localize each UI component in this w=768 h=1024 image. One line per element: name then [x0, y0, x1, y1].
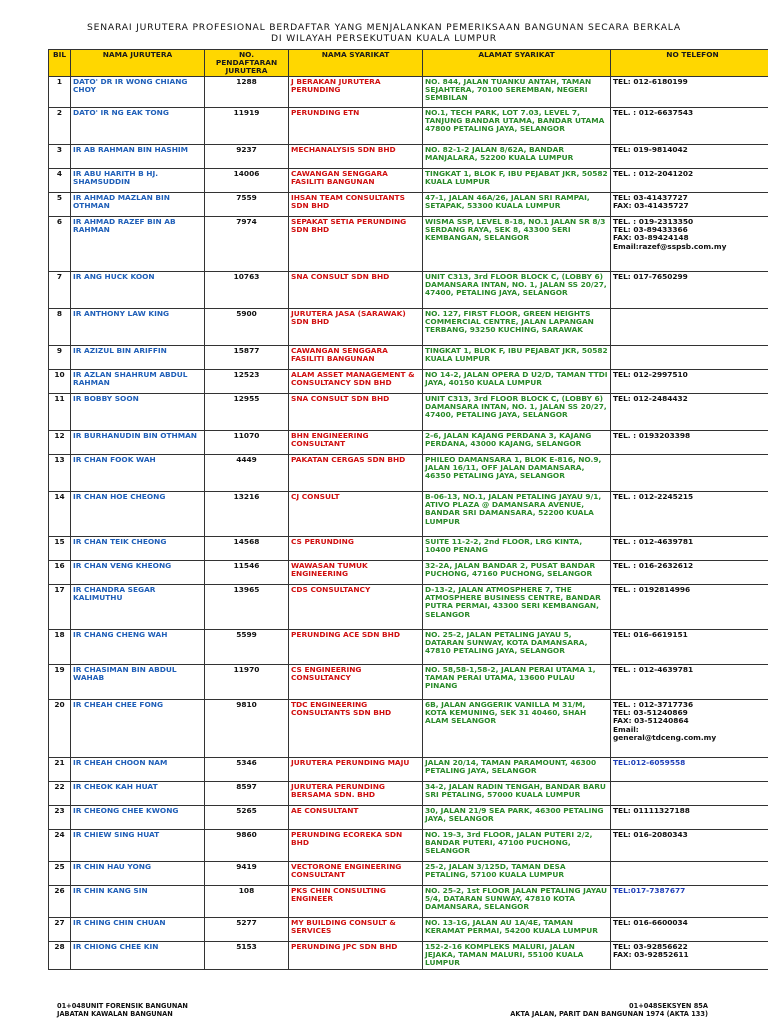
- row-phone: TEL. : 0192814996: [611, 585, 768, 630]
- table-row: [49, 862, 768, 886]
- row-bil: 3: [49, 145, 71, 169]
- row-company-address: JALAN 20/14, TAMAN PARAMOUNT, 46300 PETALING JAYA, SELANGOR: [423, 758, 611, 782]
- row-registration-no: 13965: [205, 585, 289, 630]
- table-row: [49, 630, 768, 665]
- row-engineer-name: IR CHIN HAU YONG: [71, 862, 205, 886]
- row-company-name: CDS CONSULTANCY: [289, 585, 423, 630]
- row-registration-no: 10763: [205, 272, 289, 309]
- table-row: [49, 431, 768, 455]
- header-name: NAMA JURUTERA: [71, 50, 205, 77]
- table-row: [49, 918, 768, 942]
- row-registration-no: 11970: [205, 665, 289, 700]
- row-phone: TEL. : 016-2632612: [611, 561, 768, 585]
- footer-right: [510, 1002, 708, 1018]
- row-company-name: SNA CONSULT SDN BHD: [289, 272, 423, 309]
- row-company-address: 152-2-16 KOMPLEKS MALURI, JALAN JEJAKA, TAMAN MALURI, 55100 KUALA LUMPUR: [423, 942, 611, 969]
- row-phone: TEL:012-6059558: [611, 758, 768, 782]
- row-phone: TEL: 012-6180199: [611, 77, 768, 108]
- row-bil: 11: [49, 394, 71, 431]
- row-phone: TEL: 03-41437727 FAX: 03-41435727: [611, 193, 768, 217]
- row-company-address: 47-1, JALAN 46A/26, JALAN SRI RAMPAI, SETAPAK, 53300 KUALA LUMPUR: [423, 193, 611, 217]
- row-bil: 21: [49, 758, 71, 782]
- row-phone: TEL: 016-6600034: [611, 918, 768, 942]
- row-registration-no: 7974: [205, 217, 289, 272]
- row-bil: 23: [49, 806, 71, 830]
- row-company-address: NO.1, TECH PARK, LOT 7.03, LEVEL 7, TANJUNG BANDAR UTAMA, BANDAR UTAMA 47800 PETALING JAYA, SELANGOR: [423, 108, 611, 145]
- row-engineer-name: IR CHIEW SING HUAT: [71, 830, 205, 862]
- footer-right-line-2: AKTA JALAN, PARIT DAN BANGUNAN 1974 (AKTA 133): [510, 1010, 708, 1018]
- row-company-name: BHN ENGINEERING CONSULTANT: [289, 431, 423, 455]
- row-registration-no: 11070: [205, 431, 289, 455]
- header-address: ALAMAT SYARIKAT: [423, 50, 611, 77]
- row-phone: TEL:017-7387677: [611, 886, 768, 918]
- row-company-name: J BERAKAN JURUTERA PERUNDING: [289, 77, 423, 108]
- row-engineer-name: IR CHANG CHENG WAH: [71, 630, 205, 665]
- row-engineer-name: IR AHMAD RAZEF BIN AB RAHMAN: [71, 217, 205, 272]
- row-bil: 22: [49, 782, 71, 806]
- row-bil: 2: [49, 108, 71, 145]
- row-company-address: NO. 25-2, JALAN PETALING JAYAU 5, DATARAN SUNWAY, KOTA DAMANSARA, 47810 PETALING JAYA, SELANGOR: [423, 630, 611, 665]
- row-company-name: MY BUILDING CONSULT & SERVICES: [289, 918, 423, 942]
- row-company-address: 30, JALAN 21/9 SEA PARK, 46300 PETALING JAYA, SELANGOR: [423, 806, 611, 830]
- row-company-name: CAWANGAN SENGGARA FASILITI BANGUNAN: [289, 169, 423, 193]
- table-row: [49, 758, 768, 782]
- row-phone: [611, 309, 768, 346]
- table-row: [49, 193, 768, 217]
- table-row: [49, 370, 768, 394]
- row-engineer-name: IR CHANDRA SEGAR KALIMUTHU: [71, 585, 205, 630]
- footer-left-line-1: 01+048UNIT FORENSIK BANGUNAN: [57, 1002, 188, 1010]
- row-company-name: CJ CONSULT: [289, 492, 423, 537]
- row-engineer-name: IR CHAN FOOK WAH: [71, 455, 205, 492]
- row-company-name: JURUTERA PERUNDING BERSAMA SDN. BHD: [289, 782, 423, 806]
- row-company-address: TINGKAT 1, BLOK F, IBU PEJABAT JKR, 50582 KUALA LUMPUR: [423, 169, 611, 193]
- row-company-address: NO. 58,58-1,58-2, JALAN PERAI UTAMA 1, TAMAN PERAI UTAMA, 13600 PULAU PINANG: [423, 665, 611, 700]
- row-company-address: NO. 25-2, 1st FLOOR JALAN PETALING JAYAU 5/4, DATARAN SUNWAY, 47810 KOTA DAMANSARA, SELANGOR: [423, 886, 611, 918]
- row-engineer-name: IR AHMAD MAZLAN BIN OTHMAN: [71, 193, 205, 217]
- header-reg: NO. PENDAFTARAN JURUTERA: [205, 50, 289, 77]
- table-header-row: [49, 50, 768, 77]
- row-phone: TEL: 019-9814042: [611, 145, 768, 169]
- row-engineer-name: IR AZLAN SHAHRUM ABDUL RAHMAN: [71, 370, 205, 394]
- row-registration-no: 13216: [205, 492, 289, 537]
- row-engineer-name: IR CHIN KANG SIN: [71, 886, 205, 918]
- row-company-address: 34-2, JALAN RADIN TENGAH, BANDAR BARU SRI PETALING, 57000 KUALA LUMPUR: [423, 782, 611, 806]
- row-registration-no: 5265: [205, 806, 289, 830]
- table-row: [49, 169, 768, 193]
- row-registration-no: 12523: [205, 370, 289, 394]
- row-registration-no: 11919: [205, 108, 289, 145]
- row-company-name: IHSAN TEAM CONSULTANTS SDN BHD: [289, 193, 423, 217]
- row-registration-no: 11546: [205, 561, 289, 585]
- row-engineer-name: IR CHAN TEIK CHEONG: [71, 537, 205, 561]
- row-company-address: NO. 844, JALAN TUANKU ANTAH, TAMAN SEJAHTERA, 70100 SEREMBAN, NEGERI SEMBILAN: [423, 77, 611, 108]
- row-bil: 24: [49, 830, 71, 862]
- table-row: [49, 942, 768, 969]
- row-registration-no: 12955: [205, 394, 289, 431]
- row-engineer-name: IR CHEAH CHOON NAM: [71, 758, 205, 782]
- row-engineer-name: IR ANG HUCK KOON: [71, 272, 205, 309]
- row-registration-no: 5277: [205, 918, 289, 942]
- row-company-name: MECHANALYSIS SDN BHD: [289, 145, 423, 169]
- table-row: [49, 77, 768, 108]
- row-company-name: SEPAKAT SETIA PERUNDING SDN BHD: [289, 217, 423, 272]
- row-engineer-name: IR CHEONG CHEE KWONG: [71, 806, 205, 830]
- row-phone: TEL. : 0193203398: [611, 431, 768, 455]
- row-registration-no: 5153: [205, 942, 289, 969]
- table-row: [49, 309, 768, 346]
- row-company-name: PERUNDING ACE SDN BHD: [289, 630, 423, 665]
- table-row: [49, 830, 768, 862]
- row-bil: 9: [49, 346, 71, 370]
- row-phone: TEL. : 012-2245215: [611, 492, 768, 537]
- row-phone: TEL: 012-2484432: [611, 394, 768, 431]
- row-registration-no: 8597: [205, 782, 289, 806]
- row-registration-no: 7559: [205, 193, 289, 217]
- table-row: [49, 585, 768, 630]
- row-company-name: PAKATAN CERGAS SDN BHD: [289, 455, 423, 492]
- table-row: [49, 665, 768, 700]
- engineer-table: [48, 49, 768, 970]
- row-phone: [611, 455, 768, 492]
- table-row: [49, 346, 768, 370]
- row-phone: TEL. : 012-3717736 TEL: 03-51240869 FAX: 03-51240864 Email: general@tdceng.com.my: [611, 700, 768, 758]
- row-company-address: D-13-2, JALAN ATMOSPHERE 7, THE ATMOSPHERE BUSINESS CENTRE, BANDAR PUTRA PERMAI, 43300 SERI KEMBANGAN, SELANGOR: [423, 585, 611, 630]
- row-company-address: TINGKAT 1, BLOK F, IBU PEJABAT JKR, 50582 KUALA LUMPUR: [423, 346, 611, 370]
- row-company-name: VECTORONE ENGINEERING CONSULTANT: [289, 862, 423, 886]
- row-bil: 25: [49, 862, 71, 886]
- row-engineer-name: IR CHAN HOE CHEONG: [71, 492, 205, 537]
- table-row: [49, 782, 768, 806]
- row-engineer-name: IR ANTHONY LAW KING: [71, 309, 205, 346]
- row-company-name: TDC ENGINEERING CONSULTANTS SDN BHD: [289, 700, 423, 758]
- row-phone: TEL. : 012-4639781: [611, 665, 768, 700]
- table-body: [49, 77, 768, 969]
- row-phone: TEL. : 012-2041202: [611, 169, 768, 193]
- row-engineer-name: IR CHEOK KAH HUAT: [71, 782, 205, 806]
- row-phone: TEL. : 012-6637543: [611, 108, 768, 145]
- row-company-address: 32-2A, JALAN BANDAR 2, PUSAT BANDAR PUCHONG, 47160 PUCHONG, SELANGOR: [423, 561, 611, 585]
- row-phone: TEL. : 012-4639781: [611, 537, 768, 561]
- row-company-name: CS PERUNDING: [289, 537, 423, 561]
- row-bil: 18: [49, 630, 71, 665]
- row-bil: 8: [49, 309, 71, 346]
- title-line-2: DI WILAYAH PERSEKUTUAN KUALA LUMPUR: [271, 33, 497, 44]
- row-phone: [611, 346, 768, 370]
- row-engineer-name: IR CHAN VENG KHEONG: [71, 561, 205, 585]
- table-row: [49, 455, 768, 492]
- row-company-name: PERUNDING ECOREKA SDN BHD: [289, 830, 423, 862]
- row-registration-no: 14568: [205, 537, 289, 561]
- row-bil: 26: [49, 886, 71, 918]
- row-engineer-name: IR CHING CHIN CHUAN: [71, 918, 205, 942]
- row-bil: 4: [49, 169, 71, 193]
- row-engineer-name: IR AZIZUL BIN ARIFFIN: [71, 346, 205, 370]
- table-row: [49, 561, 768, 585]
- row-engineer-name: DATO' IR NG EAK TONG: [71, 108, 205, 145]
- row-registration-no: 14006: [205, 169, 289, 193]
- header-phone: NO TELEFON: [611, 50, 768, 77]
- row-company-address: WISMA SSP, LEVEL 8-18, NO.1 JALAN SR 8/3 SERDANG RAYA, SEK 8, 43300 SERI KEMBANGAN, SELANGOR: [423, 217, 611, 272]
- row-bil: 10: [49, 370, 71, 394]
- row-engineer-name: IR CHEAH CHEE FONG: [71, 700, 205, 758]
- row-company-name: PKS CHIN CONSULTING ENGINEER: [289, 886, 423, 918]
- row-company-address: 2-6, JALAN KAJANG PERDANA 3, KAJANG PERDANA, 43000 KAJANG, SELANGOR: [423, 431, 611, 455]
- row-bil: 20: [49, 700, 71, 758]
- title-line-1: SENARAI JURUTERA PROFESIONAL BERDAFTAR YANG MENJALANKAN PEMERIKSAAN BANGUNAN SECARA BERKALA: [86, 22, 682, 33]
- row-phone: TEL: 03-92856622 FAX: 03-92852611: [611, 942, 768, 969]
- row-bil: 27: [49, 918, 71, 942]
- row-company-name: AE CONSULTANT: [289, 806, 423, 830]
- row-phone: TEL: 016-2080343: [611, 830, 768, 862]
- row-registration-no: 5599: [205, 630, 289, 665]
- row-company-name: JURUTERA PERUNDING MAJU: [289, 758, 423, 782]
- row-company-address: NO. 13-1G, JALAN AU 1A/4E, TAMAN KERAMAT PERMAI, 54200 KUALA LUMPUR: [423, 918, 611, 942]
- row-company-address: PHILEO DAMANSARA 1, BLOK E-816, NO.9, JALAN 16/11, OFF JALAN DAMANSARA, 46350 PETALING JAYA, SELANGOR: [423, 455, 611, 492]
- footer-left: [57, 1002, 188, 1018]
- row-registration-no: 9419: [205, 862, 289, 886]
- table-row: [49, 806, 768, 830]
- row-bil: 16: [49, 561, 71, 585]
- row-bil: 6: [49, 217, 71, 272]
- row-phone: TEL: 017-7650299: [611, 272, 768, 309]
- row-engineer-name: IR AB RAHMAN BIN HASHIM: [71, 145, 205, 169]
- row-engineer-name: IR BURHANUDIN BIN OTHMAN: [71, 431, 205, 455]
- row-company-address: NO 14-2, JALAN OPERA D U2/D, TAMAN TTDI JAYA, 40150 KUALA LUMPUR: [423, 370, 611, 394]
- row-company-address: 6B, JALAN ANGGERIK VANILLA M 31/M, KOTA KEMUNING, SEK 31 40460, SHAH ALAM SELANGOR: [423, 700, 611, 758]
- row-company-name: JURUTERA JASA (SARAWAK) SDN BHD: [289, 309, 423, 346]
- row-registration-no: 9810: [205, 700, 289, 758]
- table-row: [49, 394, 768, 431]
- row-engineer-name: IR ABU HARITH B HJ. SHAMSUDDIN: [71, 169, 205, 193]
- row-bil: 7: [49, 272, 71, 309]
- row-bil: 19: [49, 665, 71, 700]
- header-company: NAMA SYARIKAT: [289, 50, 423, 77]
- row-company-address: UNIT C313, 3rd FLOOR BLOCK C, (LOBBY 6) DAMANSARA INTAN, NO. 1, JALAN SS 20/27, 47400, PETALING JAYA, SELANGOR: [423, 394, 611, 431]
- row-company-address: B-06-13, NO.1, JALAN PETALING JAYAU 9/1, ATIVO PLAZA @ DAMANSARA AVENUE, BANDAR SRI DAMANSARA, 52200 KUALA LUMPUR: [423, 492, 611, 537]
- row-registration-no: 5900: [205, 309, 289, 346]
- row-company-address: SUITE 11-2-2, 2nd FLOOR, LRG KINTA, 10400 PENANG: [423, 537, 611, 561]
- row-company-address: NO. 19-3, 3rd FLOOR, JALAN PUTERI 2/2, BANDAR PUTERI, 47100 PUCHONG, SELANGOR: [423, 830, 611, 862]
- row-engineer-name: IR BOBBY SOON: [71, 394, 205, 431]
- row-bil: 14: [49, 492, 71, 537]
- row-company-address: NO. 82-1-2 JALAN 8/62A, BANDAR MANJALARA, 52200 KUALA LUMPUR: [423, 145, 611, 169]
- row-registration-no: 9237: [205, 145, 289, 169]
- row-phone: TEL: 01111327188: [611, 806, 768, 830]
- row-engineer-name: DATO' DR IR WONG CHIANG CHOY: [71, 77, 205, 108]
- table-row: [49, 217, 768, 272]
- row-company-name: CAWANGAN SENGGARA FASILITI BANGUNAN: [289, 346, 423, 370]
- footer-left-line-2: JABATAN KAWALAN BANGUNAN: [57, 1010, 173, 1018]
- row-registration-no: 1288: [205, 77, 289, 108]
- row-bil: 28: [49, 942, 71, 969]
- row-registration-no: 4449: [205, 455, 289, 492]
- table-row: [49, 886, 768, 918]
- row-company-address: NO. 127, FIRST FLOOR, GREEN HEIGHTS COMMERCIAL CENTRE, JALAN LAPANGAN TERBANG, 93250 KUCHING, SARAWAK: [423, 309, 611, 346]
- table-row: [49, 108, 768, 145]
- row-phone: TEL: 012-2997510: [611, 370, 768, 394]
- row-phone: [611, 862, 768, 886]
- row-phone: [611, 782, 768, 806]
- row-company-address: 25-2, JALAN 3/125D, TAMAN DESA PETALING, 57100 KUALA LUMPUR: [423, 862, 611, 886]
- header-bil: BIL: [49, 50, 71, 77]
- table-row: [49, 492, 768, 537]
- footer-right-line-1: 01+048SEKSYEN 85A: [629, 1002, 708, 1010]
- row-company-address: UNIT C313, 3rd FLOOR BLOCK C, (LOBBY 6) DAMANSARA INTAN, NO. 1, JALAN SS 20/27, 47400, PETALING JAYA, SELANGOR: [423, 272, 611, 309]
- row-registration-no: 108: [205, 886, 289, 918]
- row-registration-no: 9860: [205, 830, 289, 862]
- row-bil: 12: [49, 431, 71, 455]
- row-company-name: ALAM ASSET MANAGEMENT & CONSULTANCY SDN BHD: [289, 370, 423, 394]
- table-row: [49, 700, 768, 758]
- row-registration-no: 15877: [205, 346, 289, 370]
- row-company-name: CS ENGINEERING CONSULTANCY: [289, 665, 423, 700]
- row-bil: 15: [49, 537, 71, 561]
- row-engineer-name: IR CHASIMAN BIN ABDUL WAHAB: [71, 665, 205, 700]
- row-company-name: PERUNDING ETN: [289, 108, 423, 145]
- row-phone: TEL. : 019-2313350 TEL: 03-89433366 FAX: 03-89424148 Email:razef@sspsb.com.my: [611, 217, 768, 272]
- row-bil: 1: [49, 77, 71, 108]
- row-company-name: SNA CONSULT SDN BHD: [289, 394, 423, 431]
- row-registration-no: 5346: [205, 758, 289, 782]
- table-row: [49, 537, 768, 561]
- document-title: [0, 22, 768, 44]
- table-row: [49, 272, 768, 309]
- row-bil: 5: [49, 193, 71, 217]
- row-bil: 17: [49, 585, 71, 630]
- row-phone: TEL: 016-6619151: [611, 630, 768, 665]
- row-engineer-name: IR CHIONG CHEE KIN: [71, 942, 205, 969]
- row-company-name: WAWASAN TUMUK ENGINEERING: [289, 561, 423, 585]
- row-company-name: PERUNDING JPC SDN BHD: [289, 942, 423, 969]
- row-bil: 13: [49, 455, 71, 492]
- table-row: [49, 145, 768, 169]
